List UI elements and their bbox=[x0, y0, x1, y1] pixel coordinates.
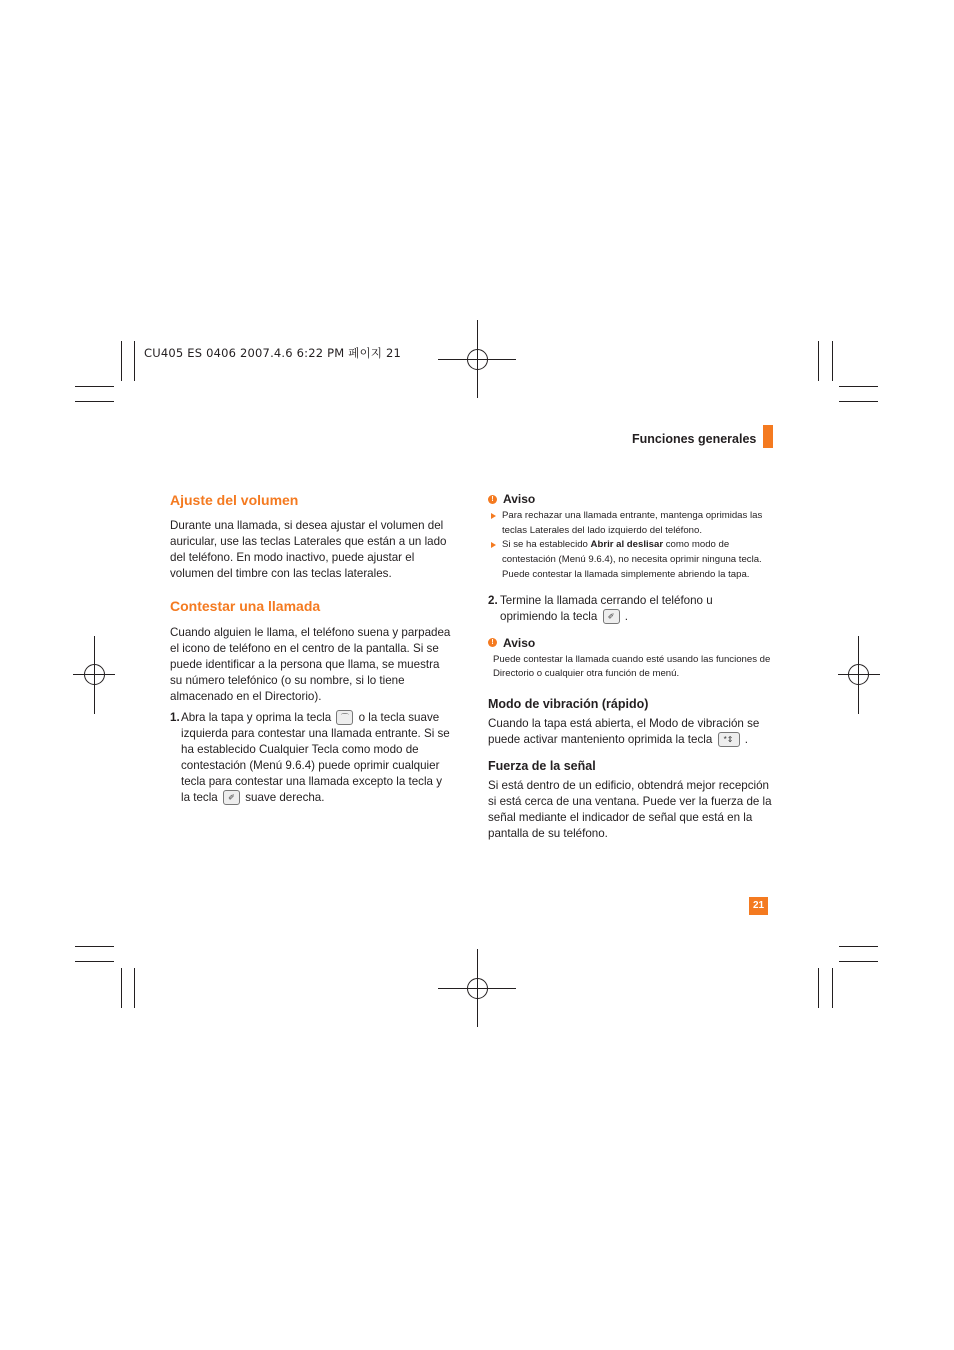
bullet-triangle-icon bbox=[491, 542, 496, 548]
registration-mark-right bbox=[838, 636, 880, 714]
aviso-1-bullet-1 bbox=[488, 509, 772, 538]
step-1-text-c: suave derecha. bbox=[245, 791, 325, 804]
bullet-triangle-icon bbox=[491, 513, 496, 519]
paragraph-signal: Si está dentro de un edificio, obtendrá mejor recepción si está cerca de una ventana. Puede ver la fuerza de la señal mediante el indicador de señal que está en la pantalla de su teléfono. bbox=[488, 778, 772, 840]
step-2-text-b: . bbox=[624, 609, 629, 623]
section-title: Funciones generales bbox=[632, 432, 757, 446]
step-1-text-a: Abra la tapa y oprima la tecla bbox=[181, 711, 332, 724]
registration-mark-top bbox=[438, 320, 516, 398]
left-column bbox=[170, 492, 452, 806]
step-2 bbox=[488, 593, 772, 625]
aviso-2-title-text: Aviso bbox=[503, 635, 536, 650]
step-1-number: 1. bbox=[170, 711, 180, 724]
step-1-text-b: o la tecla suave izquierda para contestar una llamada entrante. Si se ha establecido Cualquier Tecla como modo de contestación (Menú 9.6.4) puede oprimir cualquier tecla para contestar una llamada excepto la tecla y la tecla bbox=[181, 711, 450, 804]
aviso-1-bullet-1-text: Para rechazar una llamada entrante, mantenga oprimidas las teclas Laterales del lado izquierdo del teléfono. bbox=[502, 510, 763, 536]
heading-volume: Ajuste del volumen bbox=[170, 492, 299, 508]
aviso-1-title-text: Aviso bbox=[503, 492, 536, 506]
aviso-1-bullet-2-bold: Abrir al deslisar bbox=[590, 539, 664, 551]
right-column bbox=[488, 492, 772, 842]
vibration-text-b: . bbox=[744, 732, 748, 746]
page-number: 21 bbox=[749, 897, 768, 915]
step-1 bbox=[170, 710, 452, 806]
heading-answer: Contestar una llamada bbox=[170, 598, 321, 614]
print-info: CU405 ES 0406 2007.4.6 6:22 PM 페이지 21 bbox=[144, 346, 402, 360]
paragraph-volume: Durante una llamada, si desea ajustar el volumen del auricular, use las teclas Laterales que están a un lado del teléfono. En modo inactivo, puede ajustar el volumen del timbre con las teclas laterales. bbox=[170, 519, 447, 580]
star-key-icon: *⇕ bbox=[718, 732, 740, 747]
aviso-1-bullet-2-text-a: Si se ha establecido bbox=[502, 539, 588, 551]
section-tab bbox=[763, 425, 773, 448]
registration-mark-left bbox=[73, 636, 115, 714]
phone-send-key-icon: ⌒ bbox=[336, 710, 353, 725]
registration-mark-bottom bbox=[438, 949, 516, 1027]
warning-icon: ! bbox=[488, 495, 497, 504]
heading-vibration: Modo de vibración (rápido) bbox=[488, 696, 649, 711]
paragraph-vibration bbox=[488, 716, 772, 748]
paragraph-answer: Cuando alguien le llama, el teléfono suena y parpadea el icono de teléfono en el centro de la pantalla. Si se puede identificar a la persona que llama, se muestra su número telefónico (o su nombre, si lo tiene almacenado en el Directorio). bbox=[170, 626, 451, 703]
heading-signal: Fuerza de la señal bbox=[488, 758, 596, 773]
aviso-2-title bbox=[488, 636, 772, 650]
step-2-text-a: Termine la llamada cerrando el teléfono u oprimiendo la tecla bbox=[500, 593, 713, 623]
step-2-number: 2. bbox=[488, 593, 498, 607]
warning-icon: ! bbox=[488, 638, 497, 647]
aviso-1-title bbox=[488, 492, 772, 506]
aviso-2-text: Puede contestar la llamada cuando esté usando las funciones de Directorio o cualquier otra función de menú. bbox=[493, 653, 771, 680]
phone-end-key-icon: ✐ bbox=[223, 790, 240, 805]
phone-end-key-icon: ✐ bbox=[603, 609, 620, 624]
aviso-1-bullet-2 bbox=[488, 538, 772, 582]
aviso-1-bullet-2-text-b: como modo de contestación (Menú 9.6.4), no necesita oprimir ninguna tecla. Puede contestar la llamada simplemente abriendo la tapa. bbox=[502, 539, 762, 580]
vibration-text-a: Cuando la tapa está abierta, el Modo de vibración se puede activar manteniento oprimida la tecla bbox=[488, 716, 760, 746]
